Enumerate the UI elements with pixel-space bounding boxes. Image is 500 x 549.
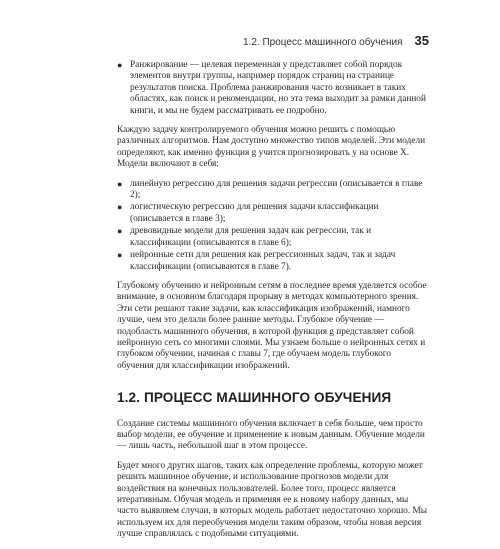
- list-item-text: нейронные сети для решения как регрессионных задач, так и задач классификации (описываются в главе 7).: [130, 250, 396, 272]
- list-item: [117, 60, 430, 117]
- list-item: [117, 179, 430, 202]
- bullet-icon: ●: [117, 250, 123, 261]
- list-item-text: древовидные модели для решения задач как регрессии, так и классификации (описываются в главе 6);: [130, 226, 372, 248]
- list-item-text: Ранжирование — целевая переменная y представляет собой порядок элементов внутри группы, например порядок страниц на странице результатов поиска. Проблема ранжирования часто возникает в таких областях, как поиск и рекомендации, но эта тема выходит за рамки данной книги, и мы не будем рассматривать ее подробно.: [130, 60, 426, 116]
- paragraph-deep-learning: Глубокому обучению и нейронным сетям в последнее время уделяется особое внимание, в основном благодаря прорыву в методах компьютерного зрения. Эти сети решают такие задачи, как классификация изображений, намного лучше, чем это делали более ранние методы. Глубокое обучение — подобласть машинного обучения, в которой функция g представляет собой нейронную сеть со многими слоями. Мы узнаем больше о нейронных сетях и глубоком обучении, начиная с главы 7, где обучаем модель глубокого обучения для классификации изображений.: [117, 280, 427, 371]
- paragraph-process-2: Будет много других шагов, таких как определение проблемы, которую может решить машинное обучение, и использование прогнозов модели для воздействия на конечных пользователей. Более того, процесс является итеративным. Обучая модель и применяя ее к новому набору данных, мы часто выявляем случаи, в которых модель работает недостаточно хорошо. Мы используем их для переобучения модели таким образом, чтобы новая версия лучше справлялась с подобными ситуациями.: [117, 460, 427, 540]
- bullet-icon: ●: [117, 178, 123, 189]
- running-header: [117, 33, 429, 47]
- list-item: [117, 226, 430, 249]
- bullet-icon: ●: [117, 60, 123, 70]
- section-heading: 1.2. ПРОЦЕСС МАШИННОГО ОБУЧЕНИЯ: [117, 390, 392, 406]
- models-bullet-list: [117, 179, 430, 273]
- page-number: 35: [414, 33, 429, 48]
- bullet-icon: ●: [117, 202, 123, 213]
- list-item-text: линейную регрессию для решения задачи регрессии (описывается в главе 2);: [130, 178, 423, 201]
- page-body: [117, 60, 430, 549]
- list-item: [117, 250, 430, 273]
- ranking-bullet-list: [117, 60, 430, 117]
- list-item: [117, 202, 430, 225]
- paragraph-process-1: Создание системы машинного обучения включает в себя больше, чем просто выбор модели, ее обучение и применение к новым данным. Обучение модели — лишь часть, небольшой шаг в этом процессе.: [117, 418, 425, 452]
- bullet-icon: ●: [117, 226, 123, 237]
- list-item-text: логистическую регрессию для решения задачи классификации (описывается в главе 3);: [130, 202, 379, 224]
- paragraph-models-intro: Каждую задачу контролируемого обучения можно решить с помощью различных алгоритмов. Нам доступно множество типов моделей. Эти модели определяют, как именно функция g учится прогнозировать y на основе X. Модели включают в себя:: [117, 125, 426, 170]
- running-header-title: 1.2. Процесс машинного обучения: [243, 37, 403, 48]
